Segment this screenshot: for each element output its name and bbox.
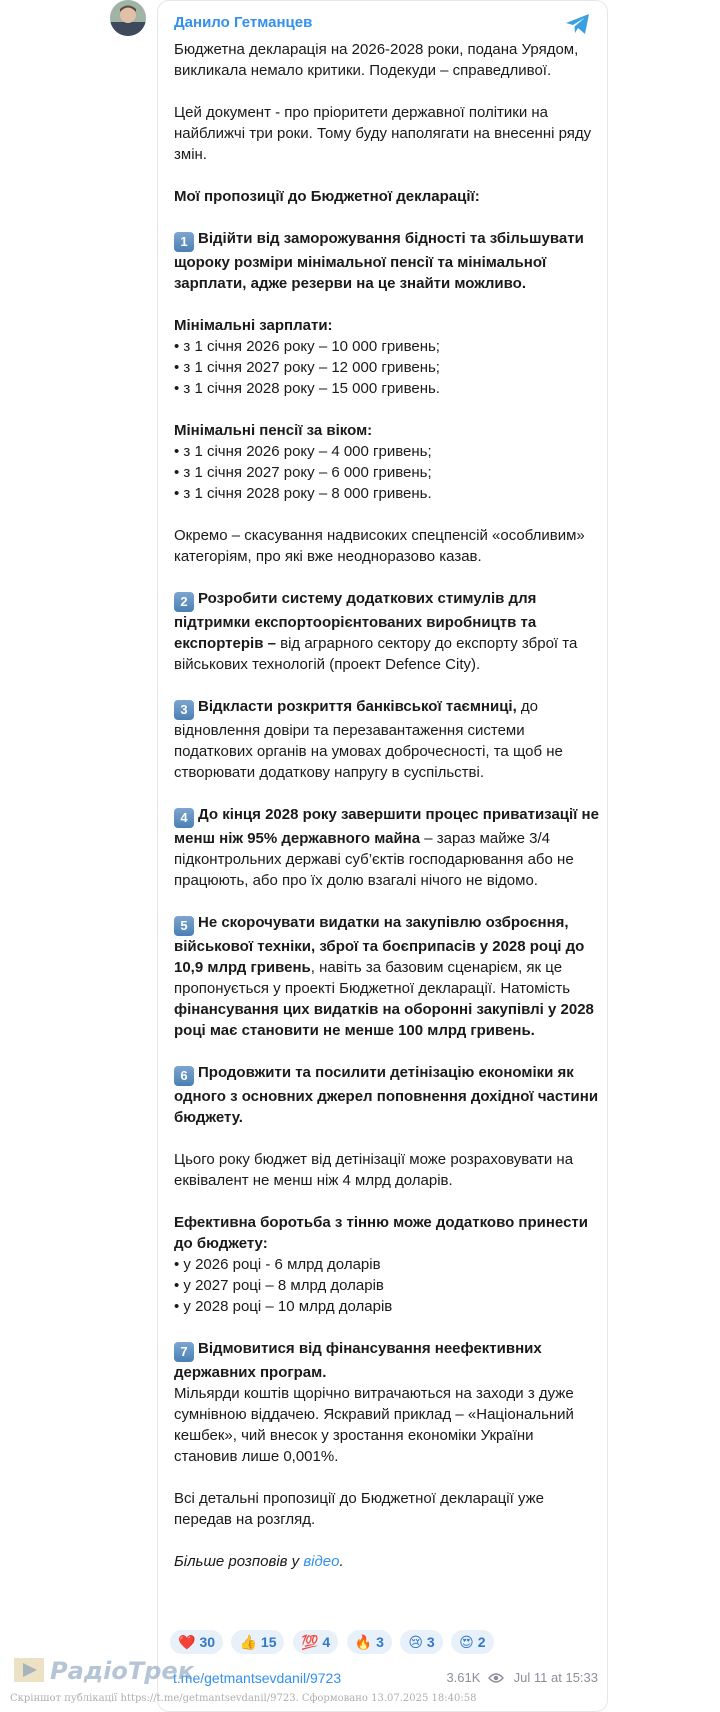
radiotrek-logo-icon [12,1655,46,1685]
proposal-5-bold-2: фінансування цих видатків на оборонні закупівлі у 2028 році має становити не менше 100 млрд гривень. [174,1001,594,1039]
number-4-icon: 4 [174,808,194,828]
reaction-count: 2 [477,1634,486,1650]
wages-list [174,315,599,399]
proposal-7-text: Мільярди коштів щорічно витрачаються на заходи з дуже сумнівною віддачею. Яскравий приклад – «Національний кешбек», чий внесок у зростання економіки України становив лише 0,001%. [174,1385,574,1465]
proposal-3-bold: Відкласти розкриття банківської таємниці, [198,698,517,715]
number-5-icon: 5 [174,916,194,936]
more-info-line [174,1551,599,1572]
shadow-heading: Ефективна боротьба з тінню може додатково принести до бюджету: [174,1214,588,1252]
watermark [12,1655,194,1689]
list-item: • з 1 січня 2026 року – 10 000 гривень; [174,338,440,355]
list-item: • у 2026 році - 6 млрд доларів [174,1256,381,1273]
proposal-7-bold: Відмовитися від фінансування неефективних державних програм. [174,1340,542,1381]
reaction-crying[interactable] [400,1630,442,1654]
proposal-5-bold: Не скорочувати видатки на закупівлю озброєння, військової техніки, зброї та боєприпасів у 2028 році до 10,9 млрд гривень [174,914,585,976]
shadow-list [174,1212,599,1317]
special-pensions-paragraph: Окремо – скасування надвисоких спецпенсій «особливим» категоріям, про які вже неодноразово казав. [174,527,585,565]
proposal-2-bold: Розробити систему додаткових стимулів для підтримки експортоорієнтованих виробництв та експортерів – [174,590,537,652]
post-text [174,39,599,1593]
heart-eyes-icon: 😍 [459,1634,474,1650]
proposal-3-text: до відновлення довіри та перезавантаження системи податкових органів на умовах доброчесності, та щоб не створювати додаткову напругу в суспільстві. [174,698,563,781]
more-info-text: Більше розповів у [174,1553,304,1570]
reaction-thumbs-up[interactable] [231,1630,284,1654]
wages-heading: Мінімальні зарплати: [174,317,333,334]
post-meta [446,1670,598,1685]
reaction-count: 30 [199,1634,216,1650]
number-6-icon: 6 [174,1066,194,1086]
proposal-2-text: від аграрного сектору до експорту зброї та військових технологій (проект Defence City). [174,635,578,673]
post-date[interactable]: Jul 11 at 15:33 [513,1670,598,1685]
intro-paragraph: Цей документ - про пріоритети державної політики на найближчі три роки. Тому буду наполягати на внесенні ряду змін. [174,104,592,163]
reaction-count: 3 [376,1634,384,1650]
telegram-icon[interactable] [565,13,591,35]
crying-face-icon: 😢 [408,1634,423,1650]
hundred-icon: 💯 [300,1634,319,1650]
fire-icon: 🔥 [354,1634,373,1650]
avatar-photo-icon [110,0,146,36]
proposal-6-text: Продовжити та посилити детінізацію економіки як одного з основних джерел поповнення дохідної частини бюджету. [174,1064,599,1126]
author-avatar[interactable] [110,0,146,36]
number-3-icon: 3 [174,700,194,720]
proposal-1-text: Відійти від заморожування бідності та збільшувати щороку розміри мінімальної пенсії та мінімальної зарплати, адже резерви на це знайти можливо. [174,230,584,292]
proposal-4-bold: До кінця 2028 року завершити процес приватизації не менш ніж 95% державного майна [174,806,599,847]
pensions-list [174,420,599,504]
proposal-1 [174,228,599,294]
eye-icon [488,1672,504,1684]
proposal-4-text: – зараз майже 3/4 підконтрольних державі суб’єктів господарювання або не працюють, або про їх долю взагалі нічого не відомо. [174,830,574,889]
closing-paragraph: Всі детальні пропозиції до Бюджетної декларації уже передав на розгляд. [174,1490,545,1528]
reaction-heart[interactable] [170,1630,223,1654]
permalink[interactable]: t.me/getmantsevdanil/9723 [173,1670,342,1686]
proposal-5-text: , навіть за базовим сценарієм, як це пропонується у проекті Бюджетної декларації. Натомість [174,959,571,997]
number-2-icon: 2 [174,592,194,612]
list-item: • у 2028 році – 10 млрд доларів [174,1298,393,1315]
watermark-brand: РадіоТрек [50,1657,194,1685]
reaction-hundred[interactable] [293,1630,338,1654]
more-info-suffix: . [339,1553,344,1570]
list-item: • з 1 січня 2026 року – 4 000 гривень; [174,443,432,460]
view-count: 3.61K [446,1670,481,1685]
reaction-fire[interactable] [347,1630,392,1654]
post-footer [173,1670,598,1690]
reactions-bar [170,1630,498,1656]
number-7-icon: 7 [174,1342,194,1362]
list-item: • з 1 січня 2028 року – 15 000 гривень. [174,380,440,397]
proposal-5 [174,912,599,1041]
reaction-heart-eyes[interactable] [451,1630,493,1654]
proposal-6 [174,1062,599,1128]
heart-icon: ❤️ [178,1634,196,1650]
reaction-count: 3 [426,1634,435,1650]
detinization-paragraph: Цього року бюджет від детінізації може розраховувати на еквівалент не менш ніж 4 млрд доларів. [174,1151,574,1189]
screenshot-caption: Скріншот публікації https://t.me/getmantsevdanil/9723. Сформовано 13.07.2025 18:40:58 [10,1693,477,1704]
intro-paragraph: Бюджетна декларація на 2026-2028 роки, подана Урядом, викликала немало критики. Подекуди – справедливої. [174,41,579,79]
number-1-icon: 1 [174,232,194,252]
list-item: • у 2027 році – 8 млрд доларів [174,1277,384,1294]
author-name[interactable]: Данило Гетманцев [174,14,313,31]
pensions-heading: Мінімальні пенсії за віком: [174,422,373,439]
proposal-4 [174,804,599,891]
video-link[interactable]: відео [303,1553,340,1570]
list-item: • з 1 січня 2027 року – 12 000 гривень; [174,359,440,376]
post-card [157,0,608,1712]
list-item: • з 1 січня 2028 року – 8 000 гривень. [174,485,432,502]
reaction-count: 15 [260,1634,277,1650]
proposals-heading: Мої пропозиції до Бюджетної декларації: [174,188,480,205]
post-header [174,13,591,37]
proposal-2 [174,588,599,675]
list-item: • з 1 січня 2027 року – 6 000 гривень; [174,464,432,481]
thumbs-up-icon: 👍 [239,1634,257,1650]
proposal-7 [174,1338,599,1467]
reaction-count: 4 [322,1634,331,1650]
proposal-3 [174,696,599,783]
